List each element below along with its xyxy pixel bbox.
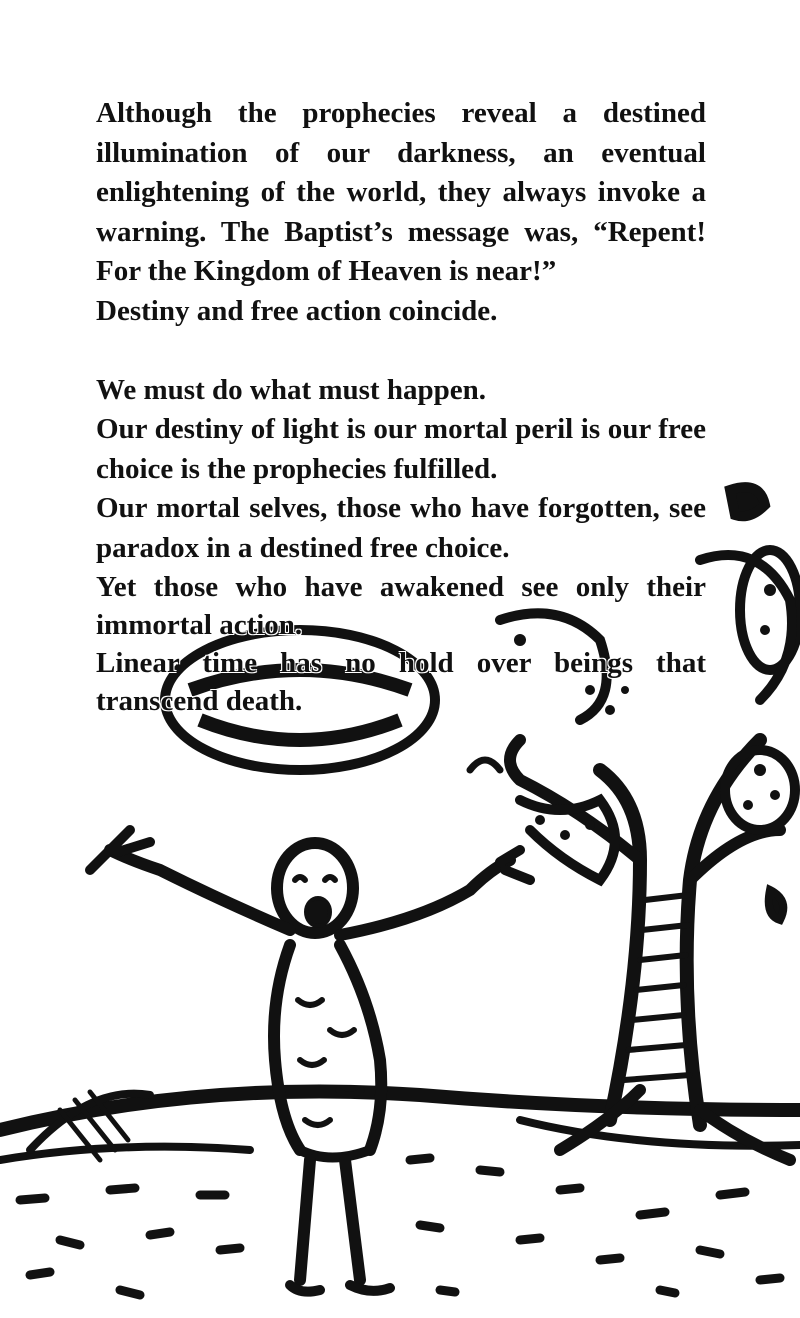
paragraph-6: Yet those who have awakened see only their immortal action. xyxy=(96,571,706,641)
paragraph-1: Although the prophecies reveal a destined illumination of our darkness, an eventual enlightening of the world, they always invoke a warning. The Baptist’s message was, “Repent! For the Kingdom of Heaven is near!” xyxy=(96,97,706,287)
paragraph-5: Our mortal selves, those who have forgotten, see paradox in a destined free choice. xyxy=(96,492,706,564)
body-text xyxy=(96,94,706,720)
ground-dashes xyxy=(20,1158,780,1295)
paragraph-3: We must do what must happen. xyxy=(96,373,486,406)
paragraph-2: Destiny and free action coincide. xyxy=(96,294,498,327)
ground xyxy=(0,1092,800,1160)
paragraph-gap xyxy=(96,331,706,371)
paragraph-7: Linear time has no hold over beings that transcend death. xyxy=(96,647,706,717)
paragraph-4: Our destiny of light is our mortal peril is our free choice is the prophecies fulfilled. xyxy=(96,413,706,485)
raised-arms-figure xyxy=(90,830,530,1292)
